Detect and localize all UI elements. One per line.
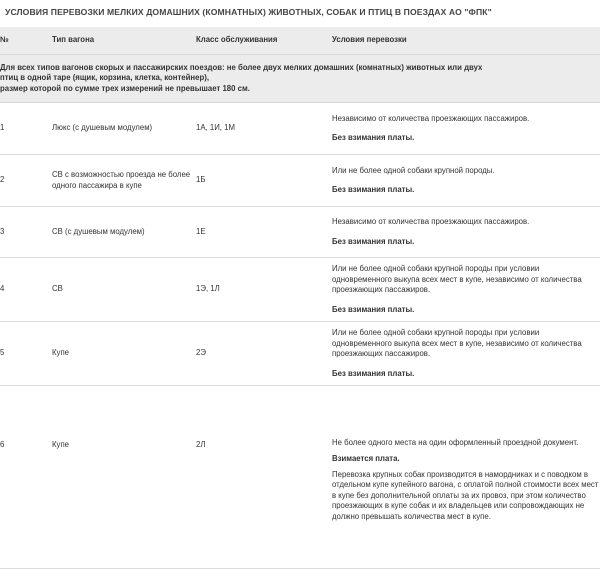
- table-row: [0, 207, 600, 258]
- row-number: 1: [0, 103, 52, 155]
- table-row: [0, 322, 600, 386]
- header-type: Тип вагона: [52, 27, 196, 55]
- table-header-row: [0, 27, 600, 55]
- conditions-table: [0, 27, 600, 569]
- service-class: 1Е: [196, 207, 332, 258]
- car-type: СВ с возможностью проезда не более одного пассажира в купе: [52, 155, 196, 207]
- condition-text: Независимо от количества проезжающих пассажиров.: [332, 113, 530, 123]
- table-row: [0, 386, 600, 569]
- car-type: Люкс (с душевым модулем): [52, 103, 196, 155]
- car-type: СВ: [52, 258, 196, 322]
- row-number: 4: [0, 258, 52, 322]
- row-number: 3: [0, 207, 52, 258]
- fee-text: Без взимания платы.: [332, 185, 415, 194]
- table-row: [0, 103, 600, 155]
- header-num: №: [0, 27, 52, 55]
- fee-text: Без взимания платы.: [332, 304, 415, 314]
- note-line-2: птиц в одной таре (ящик, корзина, клетка, контейнер),: [0, 73, 209, 83]
- conditions-cell: [332, 386, 600, 569]
- car-type: СВ (с душевым модулем): [52, 207, 196, 258]
- table-row: [0, 155, 600, 207]
- conditions-cell: [332, 258, 600, 322]
- condition-text: Или не более одной собаки крупной породы при условии одновременного выкупа всех мест в купе, независимо от количества проезжающих пассажиров.: [332, 264, 582, 294]
- fee-text: Без взимания платы.: [332, 368, 415, 378]
- condition-text: Или не более одной собаки крупной породы.: [332, 165, 495, 175]
- note-line-1: Для всех типов вагонов скорых и пассажирских поездов: не более двух мелких домашних (комнатных) животных или двух: [0, 62, 483, 72]
- car-type: Купе: [52, 386, 196, 569]
- header-conditions: Условия перевозки: [332, 27, 600, 55]
- service-class: 2Л: [196, 386, 332, 569]
- conditions-cell: [332, 207, 600, 258]
- table-row: [0, 258, 600, 322]
- service-class: 2Э: [196, 322, 332, 386]
- conditions-cell: [332, 155, 600, 207]
- row-number: 6: [0, 386, 52, 569]
- car-type: Купе: [52, 322, 196, 386]
- conditions-cell: [332, 322, 600, 386]
- large-dog-conditions: Перевозка крупных собак производится в намордниках и с поводком в отдельном купе купейного вагона, с оплатой полной стоимости всех мест в купе без дополнительной оплаты за их провоз, при этом количество проезжающих в купе собак и их владельцев или сопровождающих не должно превышать количества мест в купе.: [332, 469, 599, 521]
- conditions-cell: [332, 103, 600, 155]
- service-class: 1Б: [196, 155, 332, 207]
- fee-text: Взимается плата.: [332, 454, 400, 464]
- service-class: 1А, 1И, 1М: [196, 103, 332, 155]
- header-class: Класс обслуживания: [196, 27, 332, 55]
- fee-text: Без взимания платы.: [332, 133, 415, 142]
- row-number: 2: [0, 155, 52, 207]
- condition-text: Не более одного места на один оформленный проездной документ.: [332, 437, 579, 447]
- note-line-3: размер которой по сумме трех измерений не превышает 180 см.: [0, 83, 250, 93]
- general-note-row: [0, 55, 600, 103]
- fee-text: Без взимания платы.: [332, 236, 415, 246]
- row-number: 5: [0, 322, 52, 386]
- page-title: УСЛОВИЯ ПЕРЕВОЗКИ МЕЛКИХ ДОМАШНИХ (КОМНАТНЫХ) ЖИВОТНЫХ, СОБАК И ПТИЦ В ПОЕЗДАХ АО "ФПК": [5, 7, 492, 17]
- general-note: [0, 55, 600, 103]
- service-class: 1Э, 1Л: [196, 258, 332, 322]
- condition-text: Независимо от количества проезжающих пассажиров.: [332, 217, 530, 226]
- condition-text: Или не более одной собаки крупной породы при условии одновременного выкупа всех мест в купе, независимо от количества проезжающих пассажиров.: [332, 328, 582, 358]
